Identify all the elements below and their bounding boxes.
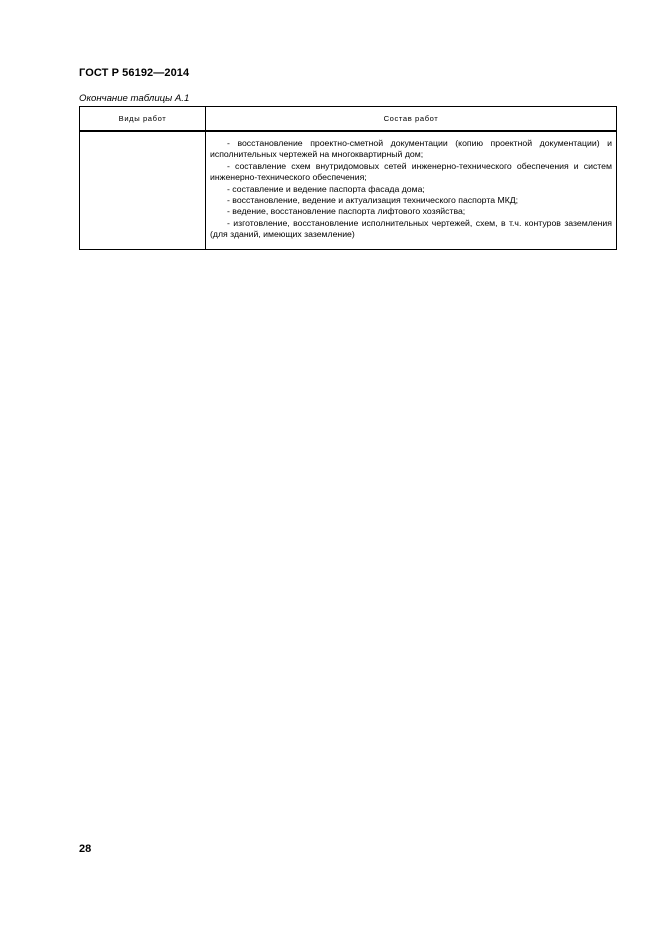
list-item: - ведение, восстановление паспорта лифтового хозяйства;	[227, 206, 466, 217]
column-header-composition-of-work: Состав работ	[206, 107, 617, 132]
table-caption: Окончание таблицы А.1	[79, 93, 190, 104]
list-item: - составление и ведение паспорта фасада дома;	[227, 183, 425, 194]
table-row	[80, 131, 617, 250]
page-number: 28	[79, 843, 92, 855]
list-item: - восстановление проектно-сметной документации (копию проектной документации) и исполнительных чертежей на многоквартирный дом;	[210, 138, 612, 160]
work-items-list	[206, 132, 616, 245]
document-standard-title: ГОСТ Р 56192—2014	[79, 67, 190, 79]
works-table	[79, 106, 617, 250]
list-item: - составление схем внутридомовых сетей инженерно-технического обеспечения и систем инженерно-технического обеспечения;	[210, 160, 612, 183]
cell-kind-of-work	[80, 131, 206, 250]
column-header-kinds-of-work: Виды работ	[80, 107, 206, 132]
table-header-row	[80, 107, 617, 132]
cell-composition-of-work	[206, 131, 617, 250]
list-item: - восстановление, ведение и актуализация технического паспорта МКД;	[227, 195, 519, 206]
list-item: - изготовление, восстановление исполнительных чертежей, схем, в т.ч. контуров заземления (для зданий, имеющих заземление)	[210, 217, 612, 240]
